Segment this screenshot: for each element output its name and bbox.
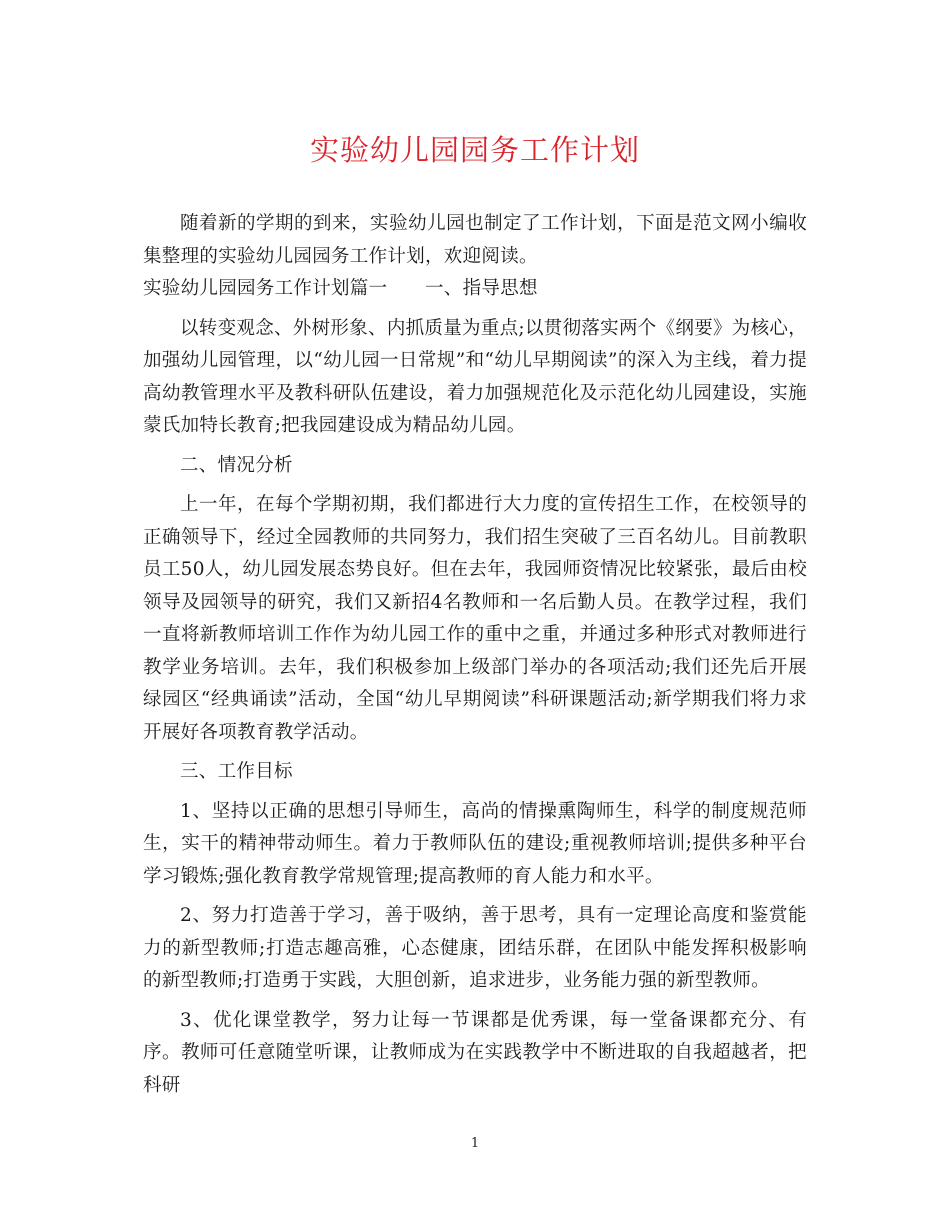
goal-item-3: 3、优化课堂教学，努力让每一节课都是优秀课，每一堂备课都充分、有序。教师可任意随堂听课，让教师成为在实践教学中不断进取的自我超越者，把科研 [143,1009,807,1096]
section-heading-guiding-thought: 实验幼儿园园务工作计划篇一 一、指导思想 [143,278,538,299]
goal-item-2: 2、努力打造善于学习，善于吸纳，善于思考，具有一定理论高度和鉴赏能力的新型教师;打造志趣高雅，心态健康，团结乐群，在团队中能发挥积极影响的新型教师;打造勇于实践，大胆创新，追求进步，业务能力强的新型教师。 [143,905,807,991]
section-heading-situation: 二、情况分析 [180,454,293,476]
document-body [143,208,807,1102]
goal-item-1: 1、坚持以正确的思想引导师生，高尚的情操熏陶师生，科学的制度规范师生，实干的精神带动师生。着力于教师队伍的建设;重视教师培训;提供多种平台学习锻炼;强化教育教学常规管理;提高教师的育人能力和水平。 [143,800,807,887]
situation-paragraph: 上一年，在每个学期初期，我们都进行大力度的宣传招生工作，在校领导的正确领导下，经过全园教师的共同努力，我们招生突破了三百名幼儿。目前教职员工50人，幼儿园发展态势良好。但在去年，我园师资情况比较紧张，最后由校领导及园领导的研究，我们又新招4名教师和一名后勤人员。在教学过程，我们一直将新教师培训工作作为幼儿园工作的重中之重，并通过多种形式对教师进行教学业务培训。去年，我们积极参加上级部门举办的各项活动;我们还先后开展绿园区“经典诵读”活动，全国“幼儿早期阅读”科研课题活动;新学期我们将力求开展好各项教育教学活动。 [143,494,807,743]
intro-paragraph: 随着新的学期的到来，实验幼儿园也制定了工作计划，下面是范文网小编收集整理的实验幼儿园园务工作计划，欢迎阅读。 [143,213,807,267]
page-number: 1 [470,1136,480,1151]
guiding-thought-paragraph: 以转变观念、外树形象、内抓质量为重点;以贯彻落实两个《纲要》为核心，加强幼儿园管理，以“幼儿园一日常规”和“幼儿早期阅读”的深入为主线，着力提高幼教管理水平及教科研队伍建设，着力加强规范化及示范化幼儿园建设，实施蒙氏加特长教育;把我园建设成为精品幼儿园。 [143,317,807,436]
section-heading-goals: 三、工作目标 [180,761,293,782]
document-title: 实验幼儿园园务工作计划 [309,133,640,167]
